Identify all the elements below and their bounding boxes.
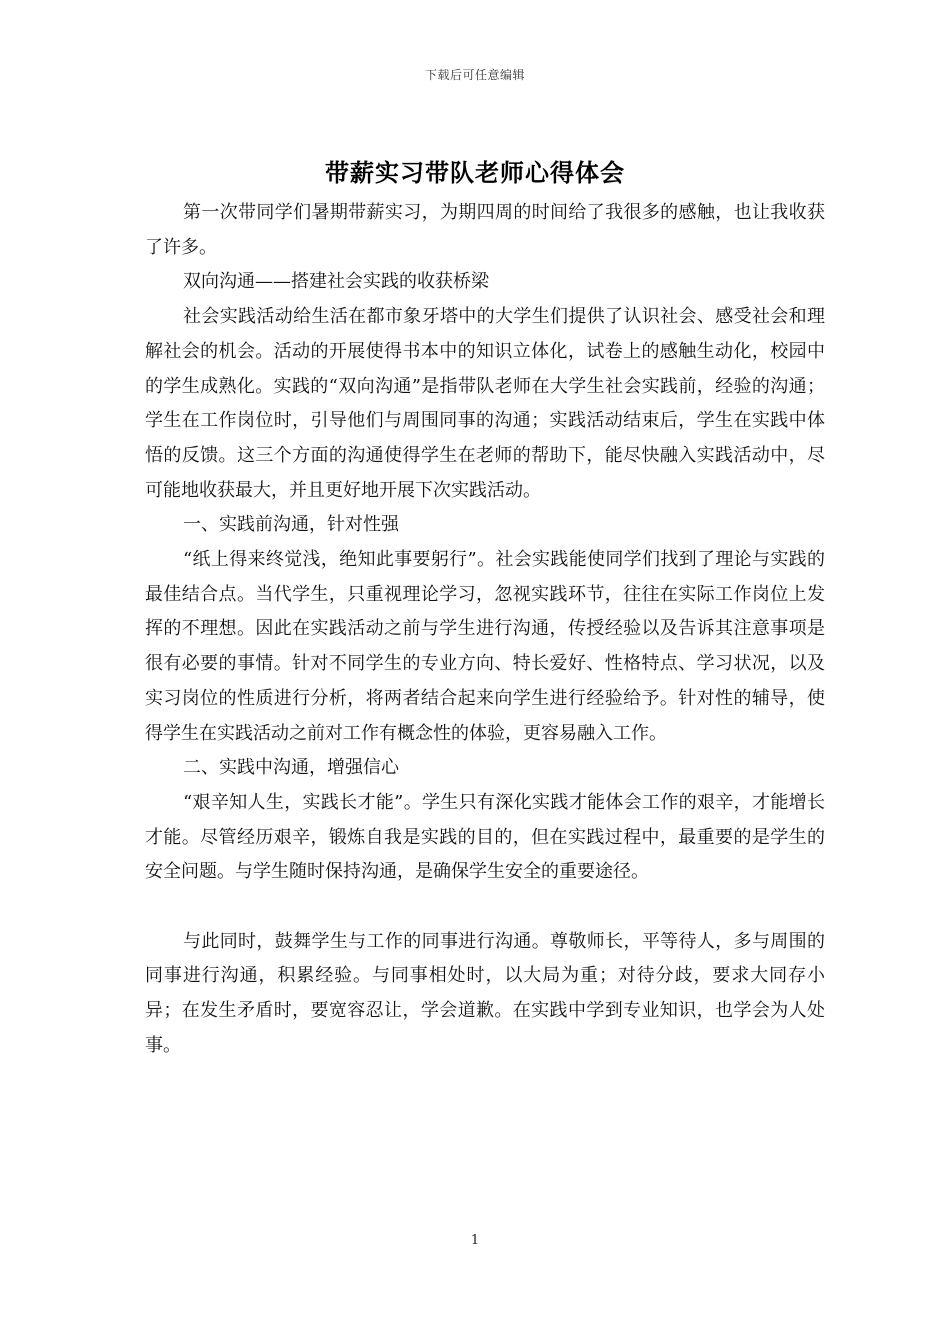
document-title: 带薪实习带队老师心得体会 (325, 158, 625, 187)
section-heading-before-practice: 一、实践前沟通，针对性强 (183, 514, 399, 536)
paragraph-intro: 第一次带同学们暑期带薪实习，为期四周的时间给了我很多的感触，也让我收获了许多。 (145, 202, 825, 258)
section-heading-during-practice: 二、实践中沟通，增强信心 (183, 757, 399, 779)
paragraph-before-practice: “纸上得来终觉浅，绝知此事要躬行”。社会实践能使同学们找到了理论与实践的最佳结合点。当代学生，只重视理论学习，忽视实践环节，往往在实际工作岗位上发挥的不理想。因此在实践活动之前与学生进行沟通，传授经验以及告诉其注意事项是很有必要的事情。针对不同学生的专业方向、特长爱好、性格特点、学习状况，以及实习岗位的性质进行分析，将两者结合起来向学生进行经验给予。针对性的辅导，使得学生在实践活动之前对工作有概念性的体验，更容易融入工作。 (145, 549, 825, 744)
page-number: 1 (470, 1233, 480, 1248)
paragraph-colleague-communication: 与此同时，鼓舞学生与工作的同事进行沟通。尊敬师长，平等待人，多与周围的同事进行沟通，积累经验。与同事相处时，以大局为重；对待分歧，要求大同存小异；在发生矛盾时，要宽容忍让，学会道歉。在实践中学到专业知识，也学会为人处事。 (145, 930, 825, 1056)
paragraph-social-practice: 社会实践活动给生活在都市象牙塔中的大学生们提供了认识社会、感受社会和理解社会的机会。活动的开展使得书本中的知识立体化，试卷上的感触生动化，校园中的学生成熟化。实践的“双向沟通”是指带队老师在大学生社会实践前，经验的沟通；学生在工作岗位时，引导他们与周围同事的沟通；实践活动结束后，学生在实践中体悟的反馈。这三个方面的沟通使得学生在老师的帮助下，能尽快融入实践活动中，尽可能地收获最大，并且更好地开展下次实践活动。 (145, 306, 825, 501)
document-body (145, 196, 825, 1064)
section-heading-two-way-communication: 双向沟通——搭建社会实践的收获桥梁 (183, 271, 489, 293)
paragraph-during-practice: “艰辛知人生，实践长才能”。学生只有深化实践才能体会工作的艰辛，才能增长才能。尽管经历艰辛，锻炼自我是实践的目的，但在实践过程中，最重要的是学生的安全问题。与学生随时保持沟通，是确保学生安全的重要途径。 (145, 791, 825, 883)
header-note: 下载后可任意编辑 (424, 68, 525, 82)
